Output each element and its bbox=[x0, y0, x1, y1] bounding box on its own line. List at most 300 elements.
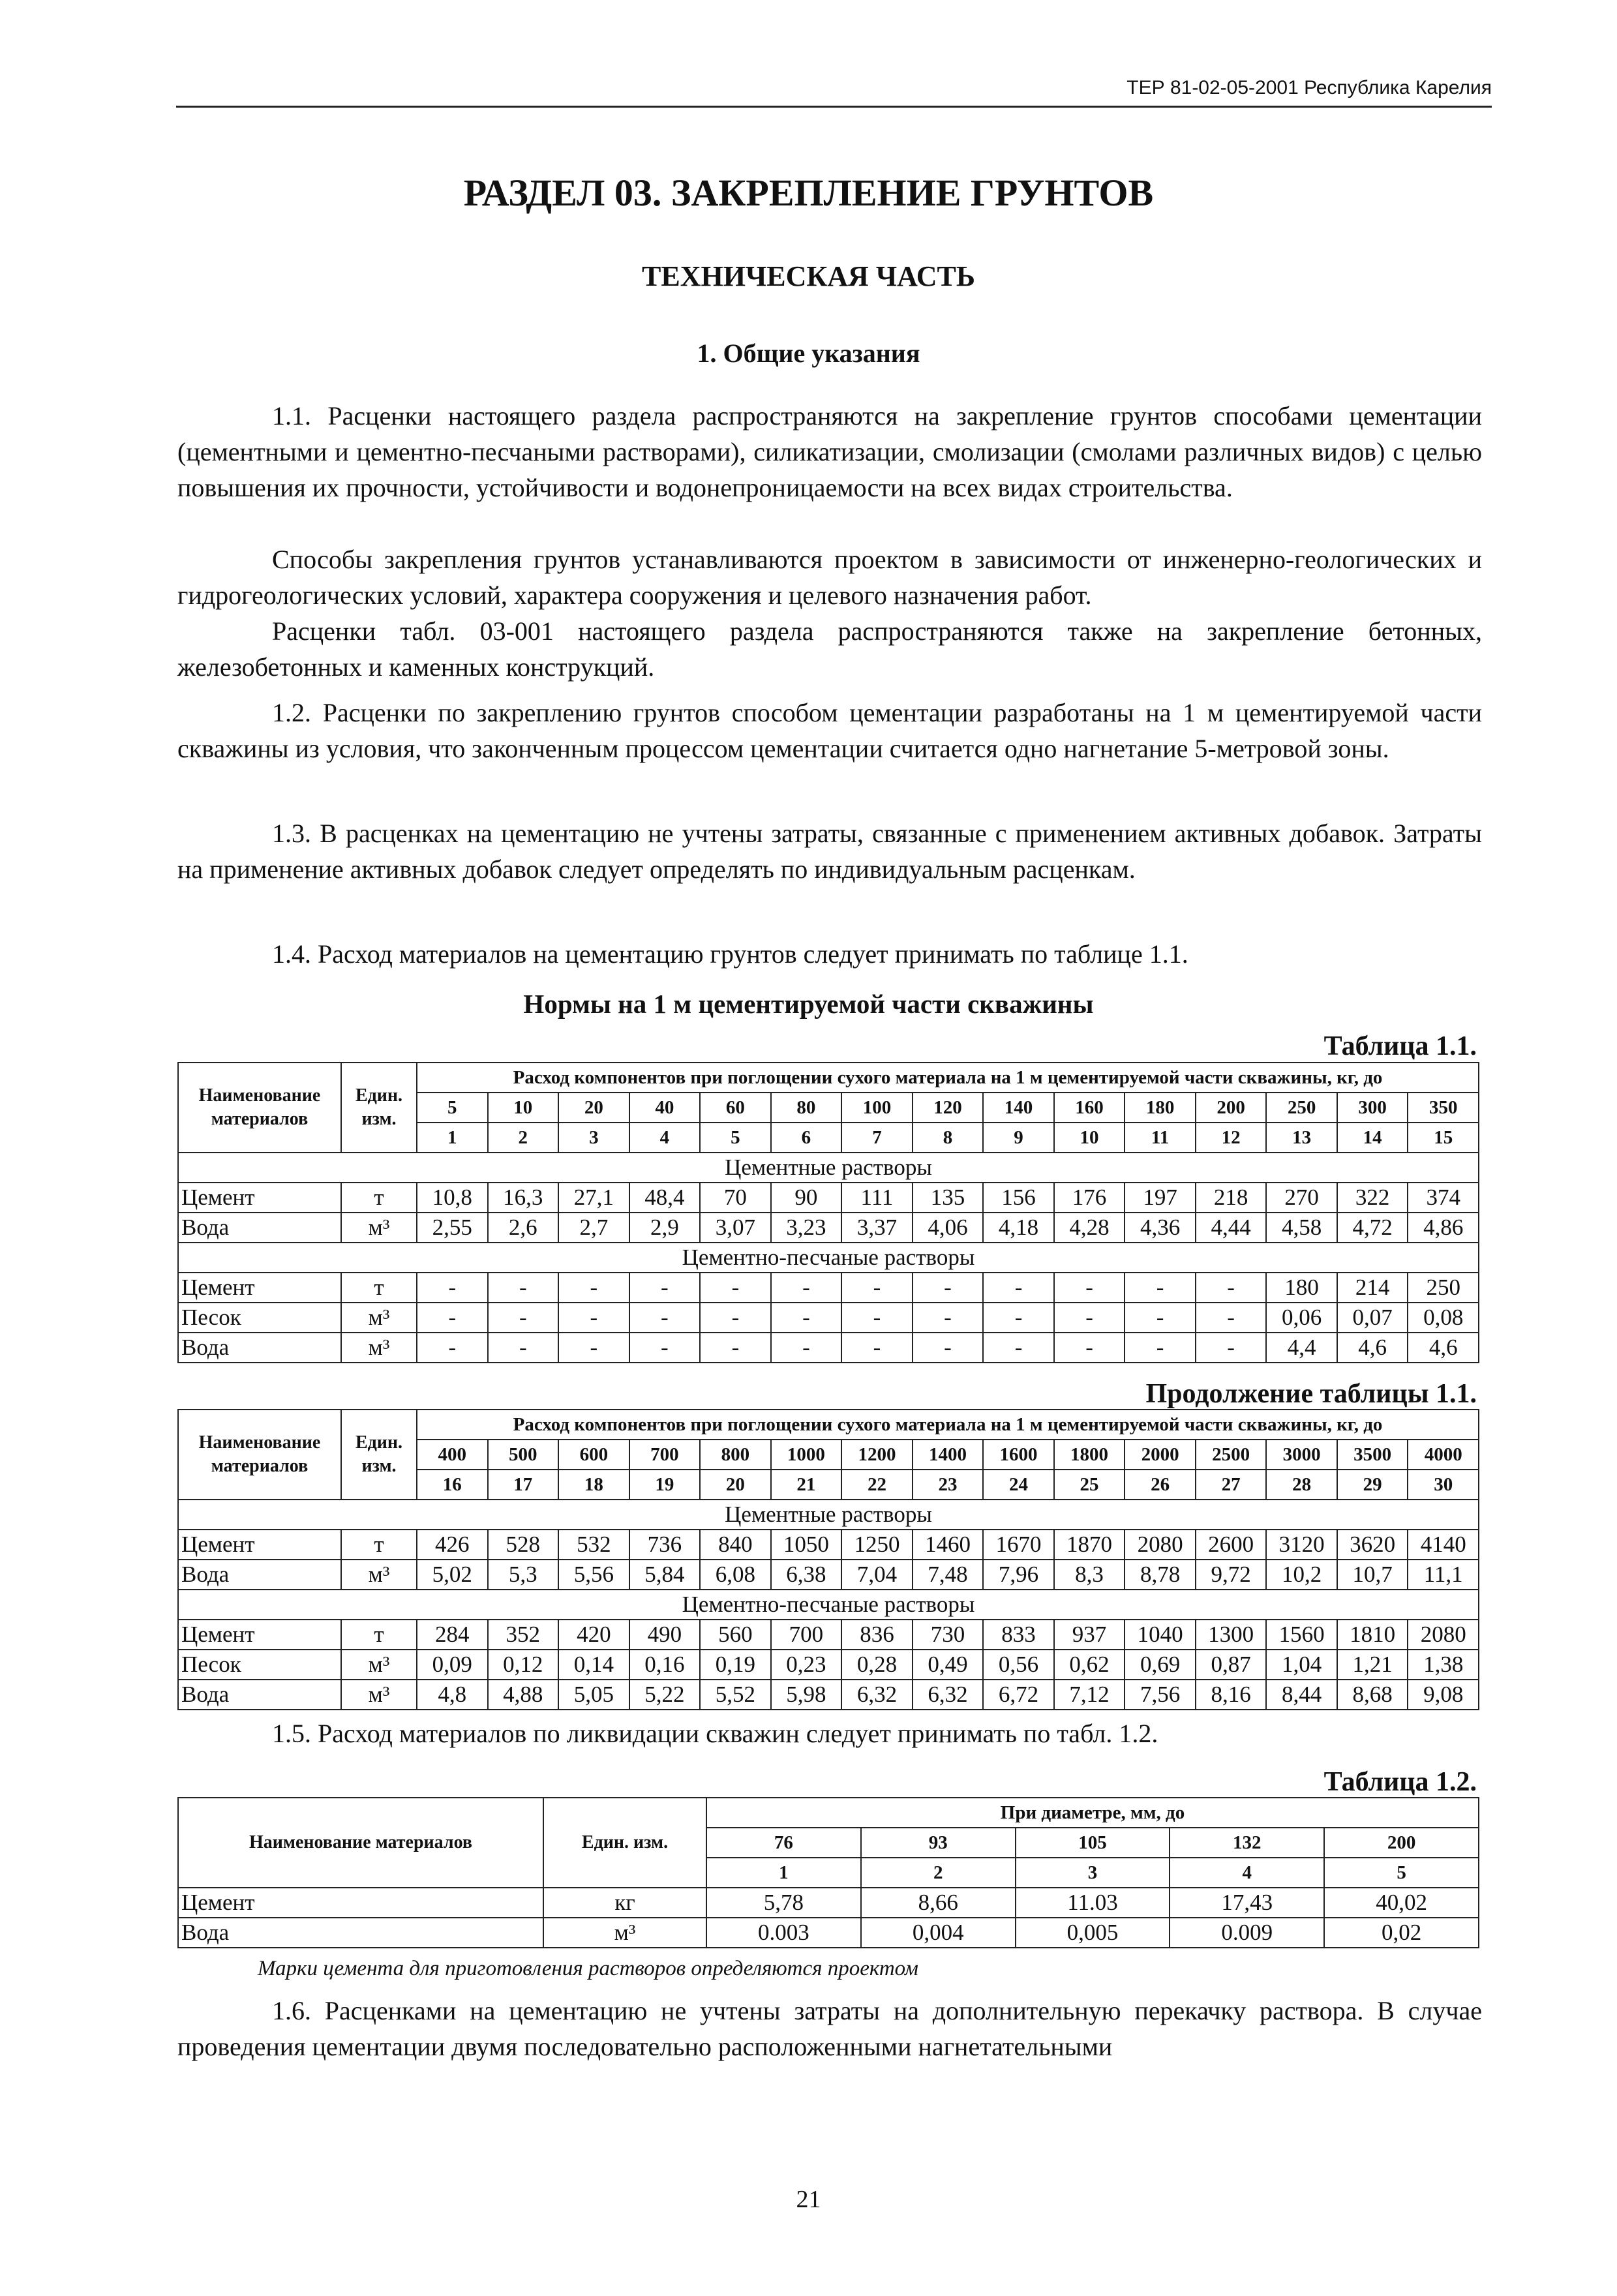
material-name-cell: Вода bbox=[178, 1918, 543, 1948]
column-header-cell: 26 bbox=[1125, 1470, 1196, 1500]
column-header-cell: 500 bbox=[488, 1440, 559, 1470]
column-header-cell: 4 bbox=[1170, 1858, 1324, 1888]
value-cell: 322 bbox=[1337, 1183, 1408, 1213]
column-header-cell: 1 bbox=[706, 1858, 861, 1888]
table-row bbox=[178, 1650, 1479, 1680]
unit-cell: т bbox=[341, 1273, 417, 1303]
column-header-cell: 15 bbox=[1408, 1123, 1479, 1153]
value-cell: - bbox=[983, 1333, 1054, 1363]
value-cell: 2,6 bbox=[488, 1213, 559, 1243]
value-cell: 4,28 bbox=[1054, 1213, 1125, 1243]
value-cell: - bbox=[700, 1303, 771, 1333]
value-cell: 4140 bbox=[1408, 1530, 1479, 1560]
column-header-cell: 13 bbox=[1266, 1123, 1337, 1153]
material-name-cell: Вода bbox=[178, 1680, 341, 1710]
value-cell: 11,1 bbox=[1408, 1560, 1479, 1590]
section-label-cement: Цементные растворы bbox=[178, 1500, 1479, 1530]
value-cell: 0,56 bbox=[983, 1650, 1054, 1680]
value-cell: 490 bbox=[629, 1620, 701, 1650]
column-header-cell: 700 bbox=[629, 1440, 701, 1470]
value-cell: 833 bbox=[983, 1620, 1054, 1650]
value-cell: - bbox=[1054, 1273, 1125, 1303]
value-cell: 1810 bbox=[1337, 1620, 1408, 1650]
value-cell: 156 bbox=[983, 1183, 1054, 1213]
column-header-cell: 200 bbox=[1324, 1828, 1479, 1858]
column-header-cell: 12 bbox=[1196, 1123, 1267, 1153]
value-cell: 4,86 bbox=[1408, 1213, 1479, 1243]
material-name-cell: Цемент bbox=[178, 1273, 341, 1303]
value-cell: 4,72 bbox=[1337, 1213, 1408, 1243]
table-row bbox=[178, 1888, 1479, 1918]
column-header-unit: Един. изм. bbox=[341, 1410, 417, 1500]
document-header: ТЕР 81-02-05-2001 Республика Карелия bbox=[176, 77, 1492, 108]
column-header-cell: 21 bbox=[771, 1470, 842, 1500]
value-cell: - bbox=[771, 1303, 842, 1333]
value-cell: 4,18 bbox=[983, 1213, 1054, 1243]
value-cell: 10,8 bbox=[417, 1183, 488, 1213]
value-cell: 1250 bbox=[841, 1530, 913, 1560]
column-header-name: Наименование материалов bbox=[178, 1410, 341, 1500]
unit-cell: т bbox=[341, 1530, 417, 1560]
paragraph-1-1: 1.1. Расценки настоящего раздела распространяются на закрепление грунтов способами цементации (цементными и цементно-песчаными растворами), силикатизации, смолизации (смолами различных видов) с целью повышения их прочности, устойчивости и водонепроницаемости на всех видах строительства. bbox=[177, 401, 1482, 502]
value-cell: 284 bbox=[417, 1620, 488, 1650]
value-cell: 5,98 bbox=[771, 1680, 842, 1710]
column-header-cell: 25 bbox=[1054, 1470, 1125, 1500]
table-section-row bbox=[178, 1500, 1479, 1530]
value-cell: 7,04 bbox=[841, 1560, 913, 1590]
column-header-cell: 20 bbox=[558, 1093, 629, 1123]
column-header-cell: 8 bbox=[913, 1123, 984, 1153]
value-cell: - bbox=[488, 1273, 559, 1303]
column-header-cell: 800 bbox=[700, 1440, 771, 1470]
value-cell: 27,1 bbox=[558, 1183, 629, 1213]
value-cell: 0,07 bbox=[1337, 1303, 1408, 1333]
column-header-cell: 2500 bbox=[1196, 1440, 1267, 1470]
value-cell: 5,52 bbox=[700, 1680, 771, 1710]
column-header-cell: 2000 bbox=[1125, 1440, 1196, 1470]
value-cell: 250 bbox=[1408, 1273, 1479, 1303]
table-1-1-continuation-label: Продолжение таблицы 1.1. bbox=[1145, 1379, 1477, 1409]
value-cell: - bbox=[913, 1273, 984, 1303]
table-1-2-label: Таблица 1.2. bbox=[1323, 1767, 1477, 1797]
column-header-cell: 100 bbox=[841, 1093, 913, 1123]
column-header-cell: 140 bbox=[983, 1093, 1054, 1123]
value-cell: 5,22 bbox=[629, 1680, 701, 1710]
value-cell: 7,12 bbox=[1054, 1680, 1125, 1710]
value-cell: 8,16 bbox=[1196, 1680, 1267, 1710]
value-cell: - bbox=[558, 1273, 629, 1303]
value-cell: 6,72 bbox=[983, 1680, 1054, 1710]
value-cell: 3620 bbox=[1337, 1530, 1408, 1560]
value-cell: 937 bbox=[1054, 1620, 1125, 1650]
material-name-cell: Вода bbox=[178, 1333, 341, 1363]
column-header-unit: Един. изм. bbox=[543, 1798, 706, 1888]
value-cell: 3,37 bbox=[841, 1213, 913, 1243]
value-cell: 0,09 bbox=[417, 1650, 488, 1680]
value-cell: 48,4 bbox=[629, 1183, 701, 1213]
paragraph-1-4: 1.4. Расход материалов на цементацию грунтов следует принимать по таблице 1.1. bbox=[272, 939, 1188, 969]
value-cell: 1560 bbox=[1266, 1620, 1337, 1650]
value-cell: 5,78 bbox=[706, 1888, 861, 1918]
column-header-cell: 120 bbox=[913, 1093, 984, 1123]
table-1-1-caption: Нормы на 1 м цементируемой части скважины bbox=[523, 989, 1094, 1019]
value-cell: 2080 bbox=[1408, 1620, 1479, 1650]
page-number: 21 bbox=[796, 2186, 821, 2213]
value-cell: - bbox=[700, 1333, 771, 1363]
paragraph-1-6: 1.6. Расценками на цементацию не учтены затраты на дополнительную перекачку раствора. В случае проведения цементации двумя последовательно расположенными нагнетательными bbox=[177, 1996, 1482, 2061]
column-header-cell: 1400 bbox=[913, 1440, 984, 1470]
value-cell: 5,3 bbox=[488, 1560, 559, 1590]
column-header-cell: 9 bbox=[983, 1123, 1054, 1153]
value-cell: - bbox=[1054, 1333, 1125, 1363]
value-cell: 11.03 bbox=[1016, 1888, 1170, 1918]
value-cell: - bbox=[841, 1273, 913, 1303]
value-cell: 5,56 bbox=[558, 1560, 629, 1590]
material-name-cell: Цемент bbox=[178, 1183, 341, 1213]
section-label-cement-sand: Цементно-песчаные растворы bbox=[178, 1243, 1479, 1273]
section-label-cement: Цементные растворы bbox=[178, 1153, 1479, 1183]
column-header-cell: 2 bbox=[488, 1123, 559, 1153]
value-cell: - bbox=[629, 1303, 701, 1333]
column-header-name: Наименование материалов bbox=[178, 1798, 543, 1888]
value-cell: - bbox=[417, 1273, 488, 1303]
column-header-cell: 1800 bbox=[1054, 1440, 1125, 1470]
value-cell: 90 bbox=[771, 1183, 842, 1213]
column-header-cell: 3000 bbox=[1266, 1440, 1337, 1470]
value-cell: 6,08 bbox=[700, 1560, 771, 1590]
value-cell: - bbox=[841, 1333, 913, 1363]
value-cell: 1460 bbox=[913, 1530, 984, 1560]
value-cell: 180 bbox=[1266, 1273, 1337, 1303]
value-cell: 214 bbox=[1337, 1273, 1408, 1303]
column-header-cell: 10 bbox=[1054, 1123, 1125, 1153]
value-cell: - bbox=[983, 1273, 1054, 1303]
value-cell: 10,2 bbox=[1266, 1560, 1337, 1590]
column-header-cell: 24 bbox=[983, 1470, 1054, 1500]
table-1-1-part1 bbox=[177, 1062, 1479, 1363]
value-cell: 0,02 bbox=[1324, 1918, 1479, 1948]
column-header-cell: 105 bbox=[1016, 1828, 1170, 1858]
paragraph-1-1b: Способы закрепления грунтов устанавливаются проектом в зависимости от инженерно-геологических и гидрогеологических условий, характера сооружения и целевого назначения работ. bbox=[177, 545, 1482, 610]
value-cell: 0,14 bbox=[558, 1650, 629, 1680]
column-header-cell: 80 bbox=[771, 1093, 842, 1123]
value-cell: - bbox=[1196, 1303, 1267, 1333]
value-cell: 197 bbox=[1125, 1183, 1196, 1213]
value-cell: 736 bbox=[629, 1530, 701, 1560]
unit-cell: м³ bbox=[341, 1650, 417, 1680]
unit-cell: м³ bbox=[341, 1303, 417, 1333]
value-cell: 374 bbox=[1408, 1183, 1479, 1213]
value-cell: 2,9 bbox=[629, 1213, 701, 1243]
value-cell: 1050 bbox=[771, 1530, 842, 1560]
table-row bbox=[178, 1560, 1479, 1590]
table-row bbox=[178, 1918, 1479, 1948]
value-cell: - bbox=[1196, 1273, 1267, 1303]
material-name-cell: Песок bbox=[178, 1650, 341, 1680]
column-group-header: Расход компонентов при поглощении сухого материала на 1 м цементируемой части скважины, кг, до bbox=[417, 1410, 1479, 1440]
value-cell: 0,16 bbox=[629, 1650, 701, 1680]
value-cell: 8,66 bbox=[861, 1888, 1016, 1918]
table-1-2-note: Марки цемента для приготовления растворов определяются проектом bbox=[258, 1957, 918, 1980]
value-cell: - bbox=[1054, 1303, 1125, 1333]
column-header-cell: 3 bbox=[558, 1123, 629, 1153]
value-cell: 0,49 bbox=[913, 1650, 984, 1680]
value-cell: - bbox=[1125, 1273, 1196, 1303]
table-header-row bbox=[178, 1063, 1479, 1093]
value-cell: - bbox=[913, 1333, 984, 1363]
value-cell: 0,62 bbox=[1054, 1650, 1125, 1680]
value-cell: 0,004 bbox=[861, 1918, 1016, 1948]
table-1-2 bbox=[177, 1797, 1479, 1948]
table-row bbox=[178, 1273, 1479, 1303]
column-header-cell: 250 bbox=[1266, 1093, 1337, 1123]
paragraph-1-5: 1.5. Расход материалов по ликвидации скважин следует принимать по табл. 1.2. bbox=[272, 1719, 1158, 1748]
table-section-row bbox=[178, 1153, 1479, 1183]
unit-cell: м³ bbox=[341, 1680, 417, 1710]
value-cell: - bbox=[771, 1333, 842, 1363]
value-cell: 4,6 bbox=[1337, 1333, 1408, 1363]
value-cell: 3,07 bbox=[700, 1213, 771, 1243]
value-cell: 0,28 bbox=[841, 1650, 913, 1680]
table-header-row bbox=[178, 1410, 1479, 1440]
column-header-cell: 4000 bbox=[1408, 1440, 1479, 1470]
value-cell: 270 bbox=[1266, 1183, 1337, 1213]
table-row bbox=[178, 1620, 1479, 1650]
column-header-cell: 5 bbox=[1324, 1858, 1479, 1888]
column-header-cell: 16 bbox=[417, 1470, 488, 1500]
unit-cell: кг bbox=[543, 1888, 706, 1918]
column-header-cell: 400 bbox=[417, 1440, 488, 1470]
value-cell: 10,7 bbox=[1337, 1560, 1408, 1590]
value-cell: 40,02 bbox=[1324, 1888, 1479, 1918]
column-header-cell: 5 bbox=[700, 1123, 771, 1153]
column-group-header: Расход компонентов при поглощении сухого материала на 1 м цементируемой части скважины, кг, до bbox=[417, 1063, 1479, 1093]
column-header-cell: 300 bbox=[1337, 1093, 1408, 1123]
column-header-cell: 18 bbox=[558, 1470, 629, 1500]
column-header-cell: 1600 bbox=[983, 1440, 1054, 1470]
value-cell: 5,84 bbox=[629, 1560, 701, 1590]
value-cell: 3120 bbox=[1266, 1530, 1337, 1560]
column-header-cell: 3500 bbox=[1337, 1440, 1408, 1470]
value-cell: 8,68 bbox=[1337, 1680, 1408, 1710]
material-name-cell: Цемент bbox=[178, 1888, 543, 1918]
value-cell: 2,55 bbox=[417, 1213, 488, 1243]
value-cell: 8,78 bbox=[1125, 1560, 1196, 1590]
table-section-row bbox=[178, 1243, 1479, 1273]
value-cell: 4,6 bbox=[1408, 1333, 1479, 1363]
technical-part-heading: ТЕХНИЧЕСКАЯ ЧАСТЬ bbox=[642, 260, 975, 292]
value-cell: 5,02 bbox=[417, 1560, 488, 1590]
table-body bbox=[178, 1888, 1479, 1948]
value-cell: - bbox=[700, 1273, 771, 1303]
value-cell: 6,32 bbox=[841, 1680, 913, 1710]
value-cell: - bbox=[558, 1303, 629, 1333]
value-cell: - bbox=[629, 1333, 701, 1363]
value-cell: 16,3 bbox=[488, 1183, 559, 1213]
value-cell: 3,23 bbox=[771, 1213, 842, 1243]
column-header-cell: 600 bbox=[558, 1440, 629, 1470]
value-cell: 1300 bbox=[1196, 1620, 1267, 1650]
value-cell: 0,005 bbox=[1016, 1918, 1170, 1948]
value-cell: 420 bbox=[558, 1620, 629, 1650]
value-cell: 4,8 bbox=[417, 1680, 488, 1710]
table-row bbox=[178, 1183, 1479, 1213]
value-cell: 0.003 bbox=[706, 1918, 861, 1948]
column-header-cell: 93 bbox=[861, 1828, 1016, 1858]
column-header-cell: 27 bbox=[1196, 1470, 1267, 1500]
table-row bbox=[178, 1530, 1479, 1560]
column-header-cell: 29 bbox=[1337, 1470, 1408, 1500]
column-header-cell: 6 bbox=[771, 1123, 842, 1153]
column-header-cell: 10 bbox=[488, 1093, 559, 1123]
table-row bbox=[178, 1303, 1479, 1333]
column-header-cell: 22 bbox=[841, 1470, 913, 1500]
column-header-cell: 1 bbox=[417, 1123, 488, 1153]
value-cell: 532 bbox=[558, 1530, 629, 1560]
value-cell: 0,19 bbox=[700, 1650, 771, 1680]
value-cell: 1870 bbox=[1054, 1530, 1125, 1560]
value-cell: 111 bbox=[841, 1183, 913, 1213]
value-cell: 560 bbox=[700, 1620, 771, 1650]
value-cell: 8,44 bbox=[1266, 1680, 1337, 1710]
value-cell: 5,05 bbox=[558, 1680, 629, 1710]
value-cell: 1670 bbox=[983, 1530, 1054, 1560]
value-cell: - bbox=[417, 1333, 488, 1363]
value-cell: - bbox=[488, 1333, 559, 1363]
paragraph-1-1c: Расценки табл. 03-001 настоящего раздела распространяются также на закрепление бетонных, железобетонных и каменных конструкций. bbox=[177, 616, 1482, 682]
value-cell: 700 bbox=[771, 1620, 842, 1650]
value-cell: 0.009 bbox=[1170, 1918, 1324, 1948]
value-cell: 0,69 bbox=[1125, 1650, 1196, 1680]
value-cell: 1,38 bbox=[1408, 1650, 1479, 1680]
paragraph-1-3: 1.3. В расценках на цементацию не учтены затраты, связанные с применением активных добавок. Затраты на применение активных добавок следует определять по индивидуальным расценкам. bbox=[177, 819, 1482, 884]
value-cell: 7,56 bbox=[1125, 1680, 1196, 1710]
table-1-1-label: Таблица 1.1. bbox=[1323, 1031, 1477, 1061]
column-header-cell: 40 bbox=[629, 1093, 701, 1123]
paragraph-1-2: 1.2. Расценки по закреплению грунтов способом цементации разработаны на 1 м цементируемой части скважины из условия, что законченным процессом цементации считается одно нагнетание 5-метровой зоны. bbox=[177, 698, 1482, 763]
column-header-cell: 350 bbox=[1408, 1093, 1479, 1123]
value-cell: 4,58 bbox=[1266, 1213, 1337, 1243]
value-cell: 4,36 bbox=[1125, 1213, 1196, 1243]
column-header-name: Наименование материалов bbox=[178, 1063, 341, 1153]
value-cell: 135 bbox=[913, 1183, 984, 1213]
column-header-cell: 19 bbox=[629, 1470, 701, 1500]
table-body bbox=[178, 1273, 1479, 1363]
material-name-cell: Песок bbox=[178, 1303, 341, 1333]
section-title: РАЗДЕЛ 03. ЗАКРЕПЛЕНИЕ ГРУНТОВ bbox=[463, 172, 1154, 214]
material-name-cell: Вода bbox=[178, 1560, 341, 1590]
column-header-cell: 180 bbox=[1125, 1093, 1196, 1123]
value-cell: - bbox=[1125, 1303, 1196, 1333]
value-cell: 0,87 bbox=[1196, 1650, 1267, 1680]
value-cell: 2080 bbox=[1125, 1530, 1196, 1560]
value-cell: - bbox=[1196, 1333, 1267, 1363]
general-instructions-heading: 1. Общие указания bbox=[697, 339, 920, 368]
unit-cell: м³ bbox=[341, 1560, 417, 1590]
value-cell: - bbox=[913, 1303, 984, 1333]
value-cell: 218 bbox=[1196, 1183, 1267, 1213]
column-header-cell: 160 bbox=[1054, 1093, 1125, 1123]
column-group-header: При диаметре, мм, до bbox=[706, 1798, 1479, 1828]
column-header-cell: 23 bbox=[913, 1470, 984, 1500]
material-name-cell: Цемент bbox=[178, 1620, 341, 1650]
value-cell: 6,38 bbox=[771, 1560, 842, 1590]
value-cell: 9,08 bbox=[1408, 1680, 1479, 1710]
column-header-cell: 7 bbox=[841, 1123, 913, 1153]
value-cell: 0,06 bbox=[1266, 1303, 1337, 1333]
value-cell: 0,12 bbox=[488, 1650, 559, 1680]
column-header-cell: 17 bbox=[488, 1470, 559, 1500]
material-name-cell: Вода bbox=[178, 1213, 341, 1243]
value-cell: 7,48 bbox=[913, 1560, 984, 1590]
column-header-cell: 20 bbox=[700, 1470, 771, 1500]
table-body bbox=[178, 1183, 1479, 1243]
column-header-cell: 14 bbox=[1337, 1123, 1408, 1153]
unit-cell: т bbox=[341, 1183, 417, 1213]
value-cell: 6,32 bbox=[913, 1680, 984, 1710]
value-cell: 528 bbox=[488, 1530, 559, 1560]
value-cell: 352 bbox=[488, 1620, 559, 1650]
value-cell: - bbox=[841, 1303, 913, 1333]
value-cell: 4,4 bbox=[1266, 1333, 1337, 1363]
value-cell: 426 bbox=[417, 1530, 488, 1560]
value-cell: - bbox=[488, 1303, 559, 1333]
table-body bbox=[178, 1620, 1479, 1710]
value-cell: 4,06 bbox=[913, 1213, 984, 1243]
value-cell: 4,88 bbox=[488, 1680, 559, 1710]
unit-cell: м³ bbox=[341, 1213, 417, 1243]
column-header-cell: 2 bbox=[861, 1858, 1016, 1888]
value-cell: 1040 bbox=[1125, 1620, 1196, 1650]
column-header-cell: 4 bbox=[629, 1123, 701, 1153]
unit-cell: м³ bbox=[543, 1918, 706, 1948]
value-cell: 730 bbox=[913, 1620, 984, 1650]
column-header-cell: 1200 bbox=[841, 1440, 913, 1470]
column-header-cell: 5 bbox=[417, 1093, 488, 1123]
value-cell: - bbox=[771, 1273, 842, 1303]
column-header-cell: 76 bbox=[706, 1828, 861, 1858]
value-cell: 1,21 bbox=[1337, 1650, 1408, 1680]
value-cell: - bbox=[417, 1303, 488, 1333]
column-header-unit: Един. изм. bbox=[341, 1063, 417, 1153]
material-name-cell: Цемент bbox=[178, 1530, 341, 1560]
table-section-row bbox=[178, 1590, 1479, 1620]
column-header-cell: 3 bbox=[1016, 1858, 1170, 1888]
value-cell: - bbox=[558, 1333, 629, 1363]
table-1-1-part2 bbox=[177, 1409, 1479, 1710]
value-cell: 2600 bbox=[1196, 1530, 1267, 1560]
value-cell: - bbox=[983, 1303, 1054, 1333]
section-label-cement-sand: Цементно-песчаные растворы bbox=[178, 1590, 1479, 1620]
column-header-cell: 1000 bbox=[771, 1440, 842, 1470]
value-cell: 176 bbox=[1054, 1183, 1125, 1213]
value-cell: 1,04 bbox=[1266, 1650, 1337, 1680]
table-row bbox=[178, 1213, 1479, 1243]
column-header-cell: 132 bbox=[1170, 1828, 1324, 1858]
column-header-cell: 30 bbox=[1408, 1470, 1479, 1500]
value-cell: 0,23 bbox=[771, 1650, 842, 1680]
value-cell: 840 bbox=[700, 1530, 771, 1560]
column-header-cell: 11 bbox=[1125, 1123, 1196, 1153]
value-cell: 836 bbox=[841, 1620, 913, 1650]
value-cell: 0,08 bbox=[1408, 1303, 1479, 1333]
column-header-cell: 28 bbox=[1266, 1470, 1337, 1500]
value-cell: 70 bbox=[700, 1183, 771, 1213]
table-header-row bbox=[178, 1798, 1479, 1828]
value-cell: 9,72 bbox=[1196, 1560, 1267, 1590]
column-header-cell: 60 bbox=[700, 1093, 771, 1123]
unit-cell: т bbox=[341, 1620, 417, 1650]
